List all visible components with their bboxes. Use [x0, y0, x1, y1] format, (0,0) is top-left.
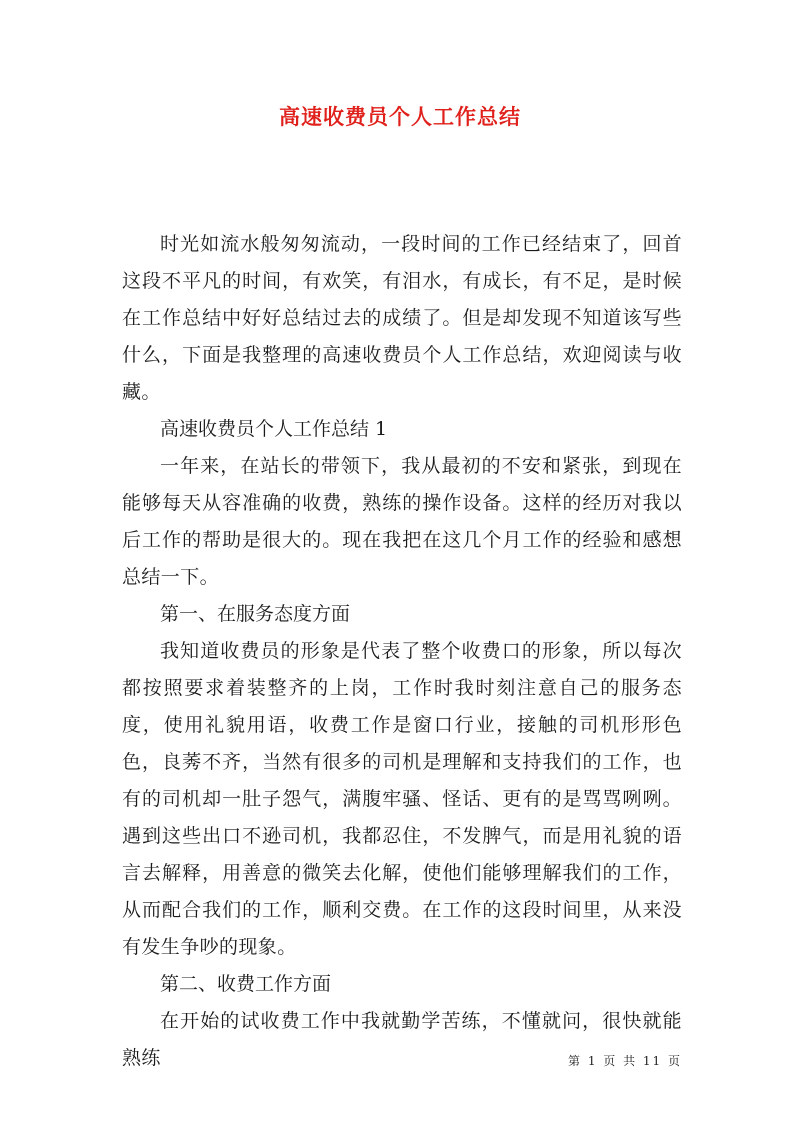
intro-paragraph: 时光如流水般匆匆流动，一段时间的工作已经结束了，回首这段不平凡的时间，有欢笑，有泪水，有成长，有不足，是时候在工作总结中好好总结过去的成绩了。但是却发现不知道该写些什么，下面是我整理的高速收费员个人工作总结，欢迎阅读与收藏。	[122, 233, 682, 403]
body-paragraph: 我知道收费员的形象是代表了整个收费口的形象，所以每次都按照要求着装整齐的上岗，工作时我时刻注意自己的服务态度，使用礼貌用语，收费工作是窗口行业，接触的司机形形色色，良莠不齐，当然有很多的司机是理解和支持我们的工作，也有的司机却一肚子怨气，满腹牢骚、怪话、更有的是骂骂咧咧。遇到这些出口不逊司机，我都忍住，不发脾气，而是用礼貌的语言去解释，用善意的微笑去化解，使他们能够理解我们的工作，从而配合我们的工作，顺利交费。在工作的这段时间里，从来没有发生争吵的现象。	[122, 640, 682, 958]
page-number: 第 1 页 共 11 页	[568, 1054, 682, 1068]
body-paragraph: 在开始的试收费工作中我就勤学苦练，不懂就问，很快就能熟练	[122, 1010, 682, 1069]
subsection-heading: 第一、在服务态度方面	[160, 603, 351, 625]
subsection-heading: 第二、收费工作方面	[160, 973, 332, 995]
section-heading: 高速收费员个人工作总结 1	[160, 418, 388, 440]
body-paragraph: 一年来，在站长的带领下，我从最初的不安和紧张，到现在能够每天从容准确的收费，熟练的操作设备。这样的经历对我以后工作的帮助是很大的。现在我把在这几个月工作的经验和感想总结一下。	[122, 455, 682, 588]
document-body	[122, 226, 682, 1077]
document-title: 高速收费员个人工作总结	[279, 104, 521, 129]
